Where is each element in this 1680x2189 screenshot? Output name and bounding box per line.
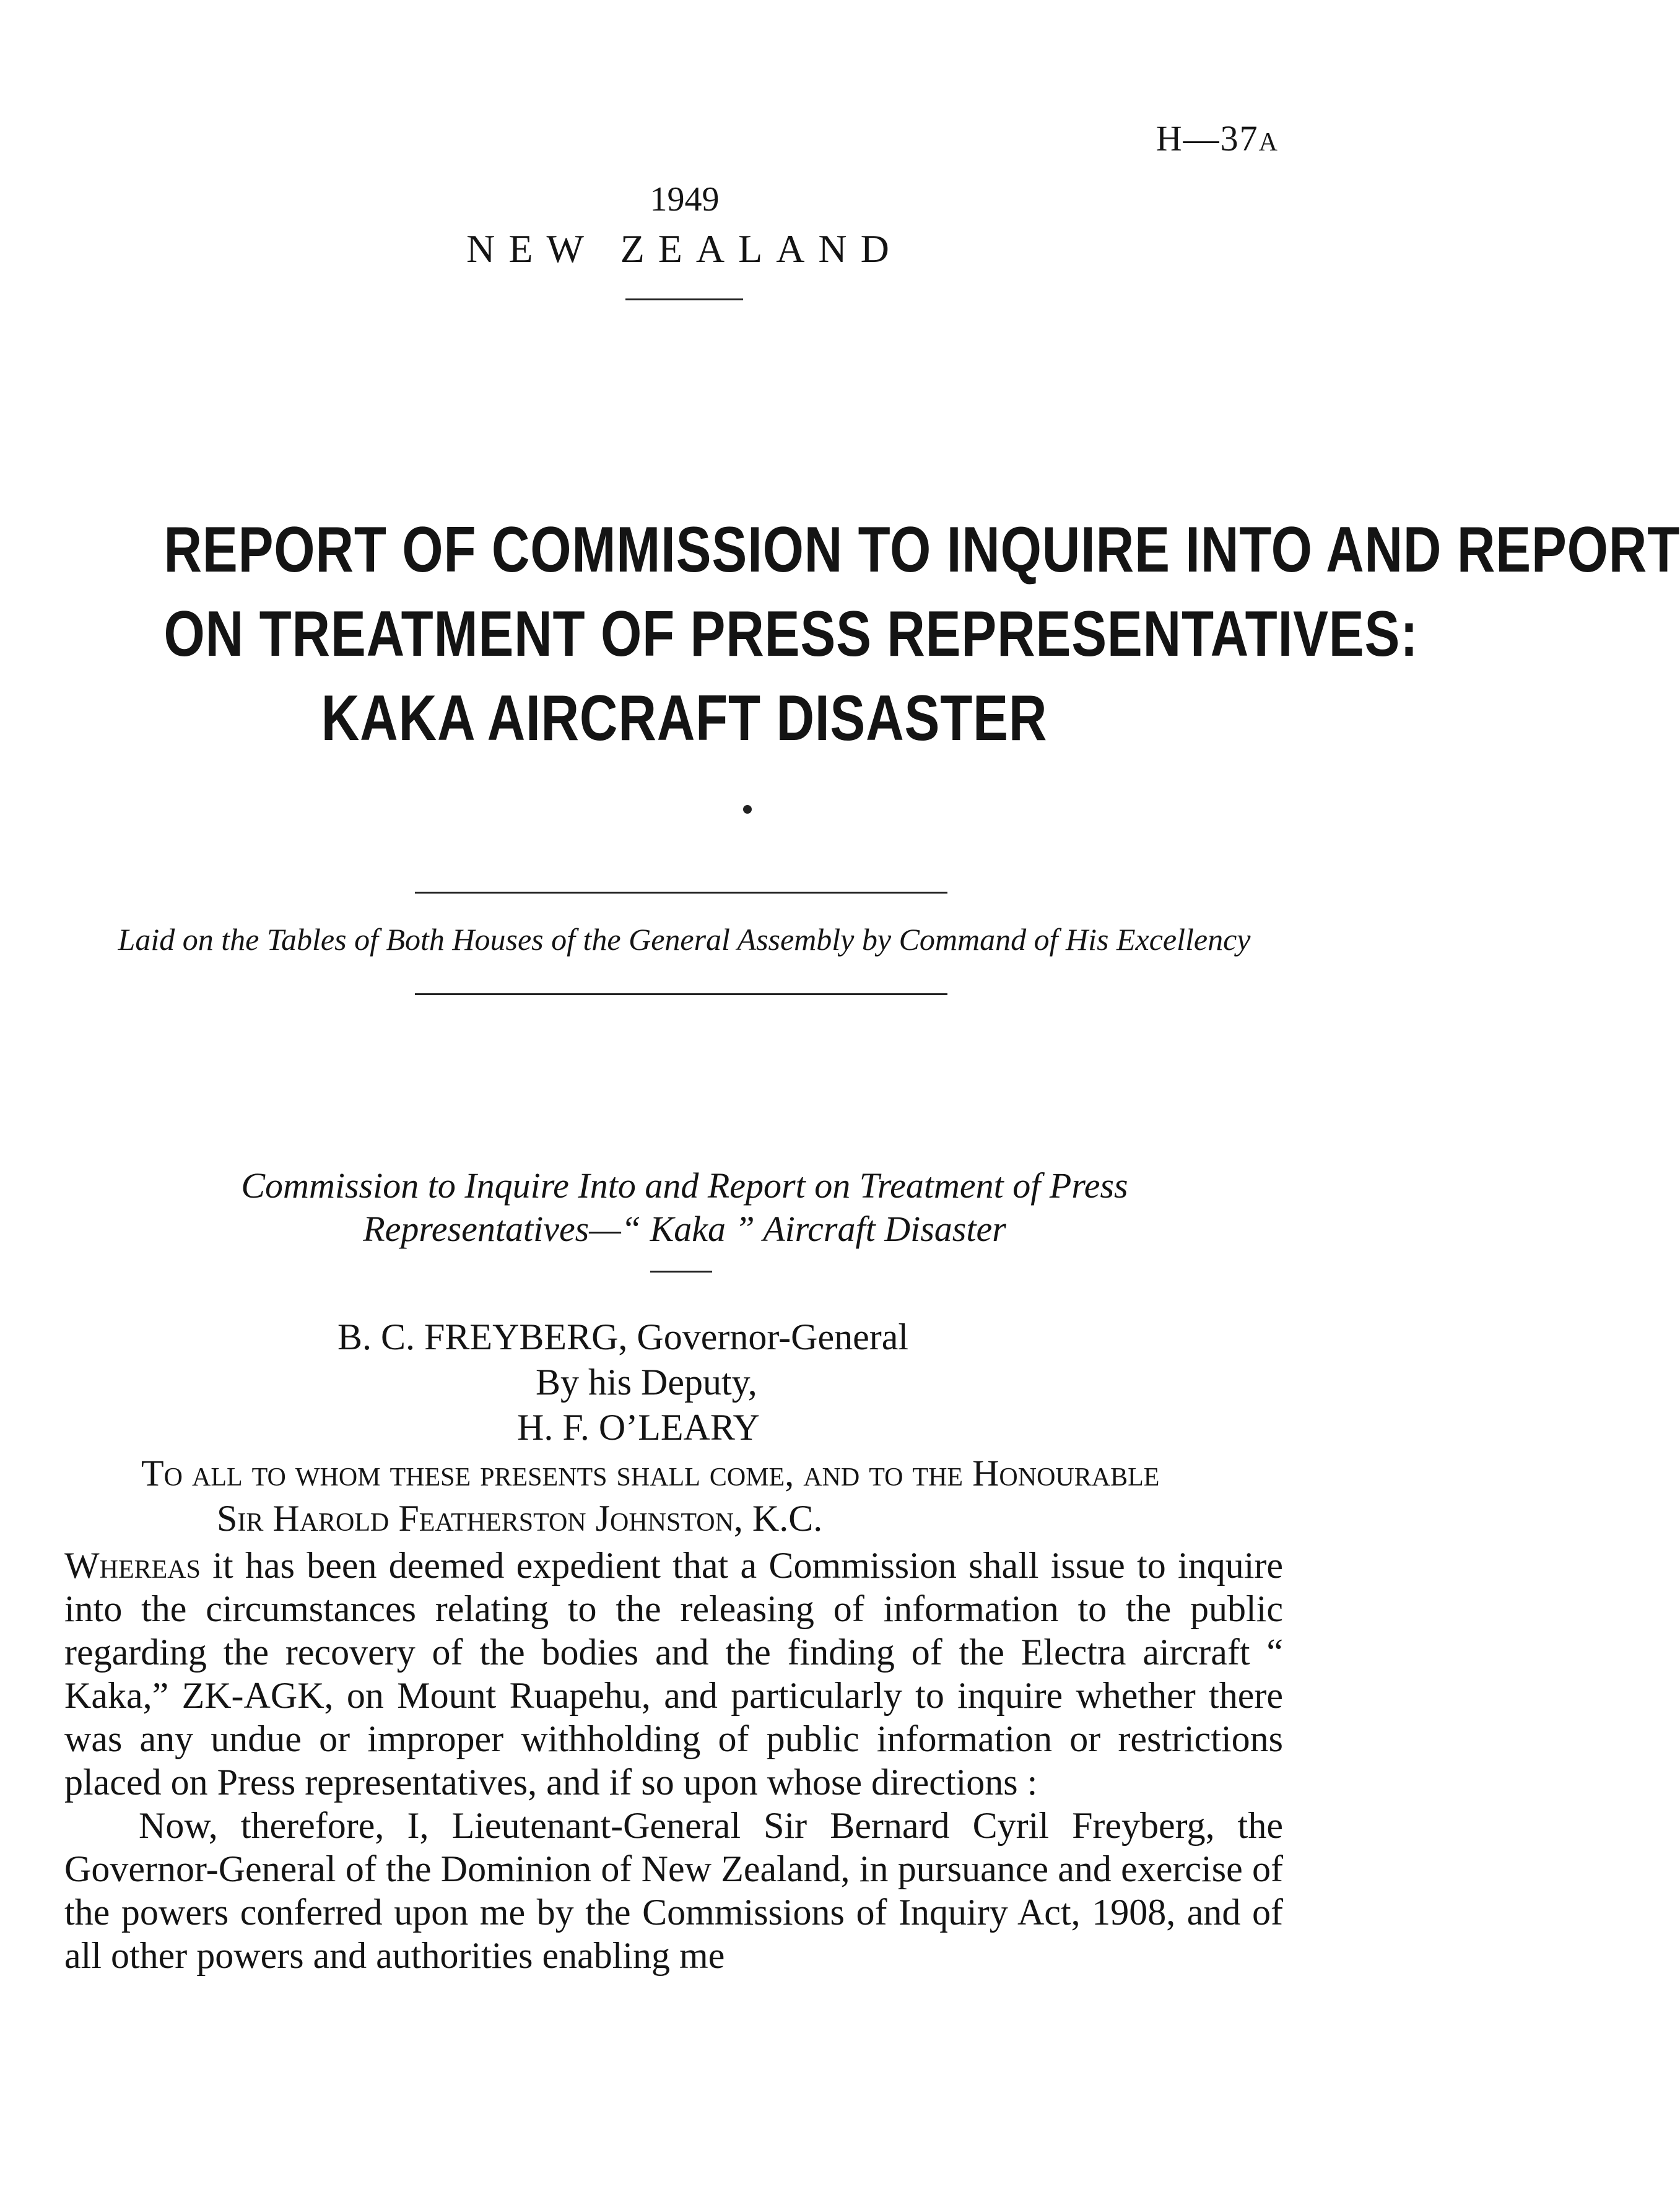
divider-lower (415, 993, 947, 995)
title-line-3: KAKA AIRCRAFT DISASTER (321, 682, 1048, 754)
commission-title-line-2: Representatives—“ Kaka ” Aircraft Disaster (363, 1209, 1006, 1249)
title-line-1: REPORT OF COMMISSION TO INQUIRE INTO AND REPORT (163, 514, 1680, 586)
country-heading: NEW ZEALAND (466, 227, 903, 271)
divider-upper (415, 892, 947, 894)
signatory-line-2: By his Deputy, (536, 1362, 757, 1403)
commission-title-line-1: Commission to Inquire Into and Report on Treatment of Press (241, 1165, 1128, 1206)
signatory-line-1: B. C. FREYBERG, Governor-General (337, 1316, 909, 1357)
paper-reference: H—37A (1156, 118, 1279, 159)
whereas-lead: Whereas (64, 1545, 201, 1586)
divider-short-top (625, 298, 743, 300)
divider-short-mid (650, 1271, 712, 1273)
signatory-line-3: H. F. O’LEARY (517, 1407, 760, 1448)
commission-title (74, 1164, 1295, 1251)
address-line-1: To all to whom these presents shall come, and to the Honourable (141, 1453, 1160, 1494)
bullet-mark (743, 805, 752, 814)
report-title (163, 508, 1680, 760)
paper-reference-suffix: A (1258, 128, 1279, 157)
recital-body (64, 1544, 1283, 1977)
now-therefore-paragraph: Now, therefore, I, Lieutenant-General Sir Bernard Cyril Freyberg, the Governor-General of the Dominion of New Zealand, in pursuance and exercise of the powers conferred upon me by the Commissions of Inquiry Act, 1908, and of all other powers and authorities enabling me (64, 1805, 1283, 1976)
whereas-text: it has been deemed expedient that a Commission shall issue to inquire into the circumstances relating to the releasing of information to the public regarding the recovery of the bodies and the finding of the Electra aircraft “ Kaka,” ZK-AGK, on Mount Ruapehu, and particularly to inquire whether there was any undue or improper withholding of public information or restrictions placed on Press representatives, and if so upon whose directions : (64, 1545, 1283, 1803)
address-line-2: Sir Harold Featherston Johnston, K.C. (217, 1498, 823, 1539)
title-line-2: ON TREATMENT OF PRESS REPRESENTATIVES: (163, 598, 1419, 670)
whereas-paragraph (64, 1544, 1283, 1804)
year: 1949 (650, 180, 720, 219)
laid-on-tables-text: Laid on the Tables of Both Houses of the General Assembly by Command of His Excellency (118, 922, 1251, 957)
